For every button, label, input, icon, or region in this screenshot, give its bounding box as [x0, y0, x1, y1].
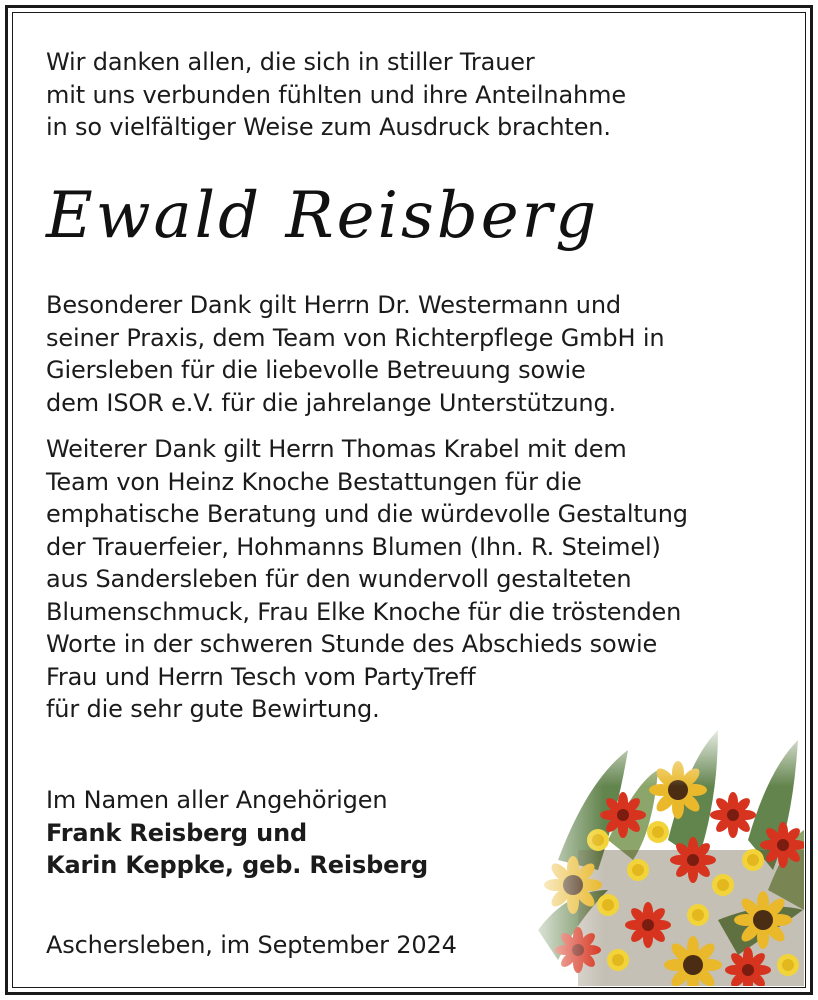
intro-line: Wir danken allen, die sich in stiller Trauer — [46, 48, 535, 76]
intro-line: mit uns verbunden fühlten und ihre Anteilnahme — [46, 80, 626, 109]
paragraph-line: dem ISOR e.V. für die jahrelange Unterstützung. — [46, 388, 617, 417]
paragraph-line: Besonderer Dank gilt Herrn Dr. Westermann und — [46, 291, 621, 319]
paragraph-line: emphatische Beratung und die würdevolle Gestaltung — [46, 500, 688, 528]
paragraph-line: Giersleben für die liebevolle Betreuung sowie — [46, 356, 586, 384]
closing-block — [46, 784, 428, 882]
intro-text — [46, 46, 626, 144]
flower-bouquet-icon — [518, 720, 804, 986]
thanks-paragraph-2 — [46, 433, 688, 726]
paragraph-line: aus Sandersleben für den wundervoll gestalteten — [46, 565, 632, 593]
paragraph-line: seiner Praxis, dem Team von Richterpflege GmbH in — [46, 323, 665, 352]
deceased-name: Ewald Reisberg — [46, 179, 600, 253]
intro-line: in so vielfältiger Weise zum Ausdruck brachten. — [46, 113, 611, 141]
place-date: Aschersleben, im September 2024 — [46, 931, 457, 959]
paragraph-line: der Trauerfeier, Hohmanns Blumen (Ihn. R. Steimel) — [46, 532, 661, 561]
paragraph-line: Team von Heinz Knoche Bestattungen für die — [46, 467, 582, 496]
paragraph-line: Worte in der schweren Stunde des Abschieds sowie — [46, 630, 658, 658]
paragraph-line: Frau und Herrn Tesch vom PartyTreff — [46, 662, 476, 691]
signatory-line: Frank Reisberg und — [46, 818, 308, 847]
closing-intro: Im Namen aller Angehörigen — [46, 786, 388, 814]
paragraph-line: für die sehr gute Bewirtung. — [46, 695, 380, 723]
paragraph-line: Blumenschmuck, Frau Elke Knoche für die tröstenden — [46, 597, 682, 626]
thanks-paragraph-1 — [46, 289, 664, 419]
paragraph-line: Weiterer Dank gilt Herrn Thomas Krabel mit dem — [46, 435, 627, 463]
signatory-line: Karin Keppke, geb. Reisberg — [46, 851, 428, 879]
